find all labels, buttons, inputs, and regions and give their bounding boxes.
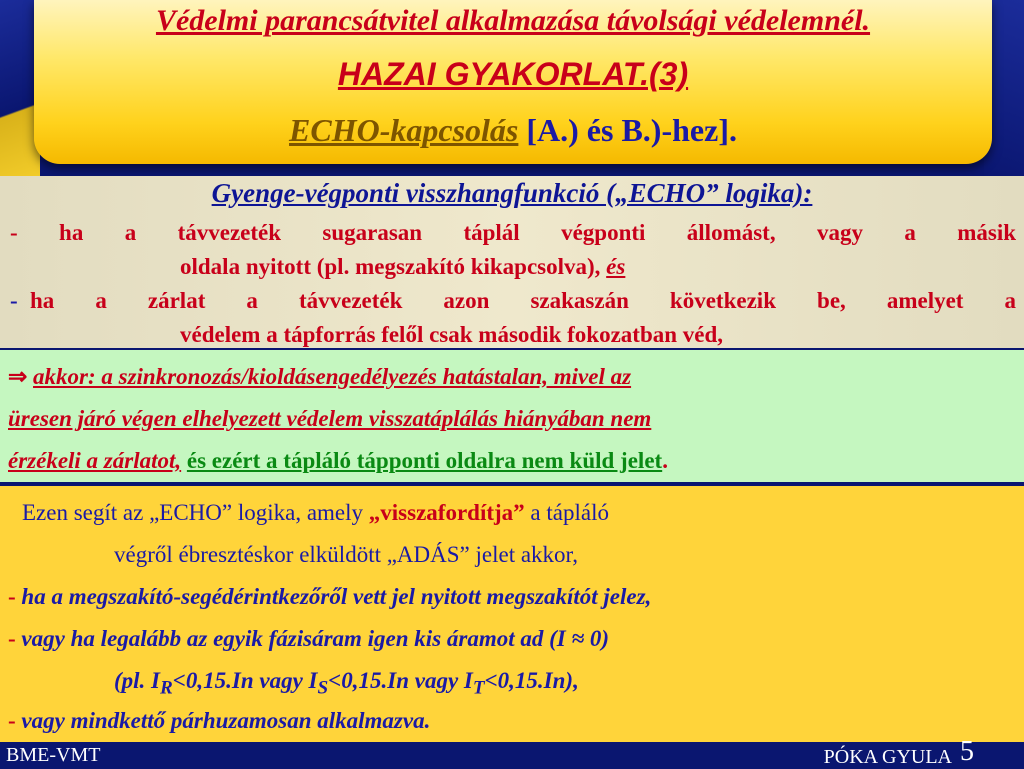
slide-title-line3-rest: [A.) és B.)-hez]. bbox=[518, 112, 737, 148]
consequence-line3: érzékeli a zárlatot, és ezért a tápláló tápponti oldalra nem küld jelet. bbox=[8, 448, 668, 473]
consequence-line1: ⇒ akkor: a szinkronozás/kioldásengedélyezés hatástalan, mivel az bbox=[8, 364, 632, 389]
solution-line4: - vagy ha legalább az egyik fázisáram igen kis áramot ad (I ≈ 0) bbox=[8, 626, 610, 651]
solution-line1: Ezen segít az „ECHO” logika, amely „visszafordítja” a tápláló bbox=[22, 500, 609, 525]
footer-author: PÓKA GYULA bbox=[823, 746, 952, 768]
echo-term: ECHO-kapcsolás bbox=[289, 112, 519, 148]
solution-line2: végről ébresztéskor elküldött „ADÁS” jelet akkor, bbox=[114, 542, 579, 567]
condition-2-dash: - bbox=[10, 288, 18, 313]
solution-line3: - ha a megszakító-segédérintkezőről vett jel nyitott megszakítót jelez, bbox=[8, 584, 652, 609]
echo-solution-box bbox=[0, 486, 1024, 742]
reverses-term: „visszafordítja” bbox=[368, 500, 525, 525]
consequence-line2: üresen járó végen elhelyezett védelem visszatáplálás hiányában nem bbox=[8, 406, 652, 431]
slide-title-line2: HAZAI GYAKORLAT.(3) bbox=[337, 56, 689, 92]
implies-arrow-icon: ⇒ bbox=[8, 364, 28, 389]
condition-2-line2: védelem a tápforrás felől csak második fokozatban véd, bbox=[180, 322, 724, 347]
page-number: 5 bbox=[960, 736, 974, 767]
solution-line5: (pl. $I_R<0,15.In$ vagy $I_S<0,15.In$ vagy $I_T<0,15.In$), bbox=[114, 668, 579, 699]
condition-1-line1: - ha a távvezeték sugarasan táplál végponti állomást, vagy a másik bbox=[10, 220, 1016, 245]
conditions-box: Gyenge-végponti visszhangfunkció („ECHO” logika): - ha a távvezeték sugarasan táplál végponti állomást, vagy a másik oldala nyitott (pl. megszakító kikapcsolva), és - ha a zárlat a távvezeték azon szakaszán következik be, amelyet a védelem a tápforrás felől csak második fokozatban véd, bbox=[0, 176, 1024, 348]
conditions-heading: Gyenge-végponti visszhangfunkció („ECHO” logika): bbox=[211, 178, 813, 208]
title-banner bbox=[34, 0, 992, 164]
footer-institution: BME-VMT bbox=[6, 744, 101, 766]
slide-title-line1: Védelmi parancsátvitel alkalmazása távolsági védelemnél. bbox=[155, 4, 871, 37]
consequence-box bbox=[0, 350, 1024, 482]
slide-title-line3 bbox=[34, 112, 992, 149]
condition-1-line2: oldala nyitott (pl. megszakító kikapcsolva), és bbox=[180, 254, 626, 279]
and-connector: és bbox=[606, 254, 626, 279]
solution-line6: - vagy mindkettő párhuzamosan alkalmazva. bbox=[8, 708, 431, 733]
no-signal-text: és ezért a tápláló tápponti oldalra nem küld jelet bbox=[186, 448, 663, 473]
